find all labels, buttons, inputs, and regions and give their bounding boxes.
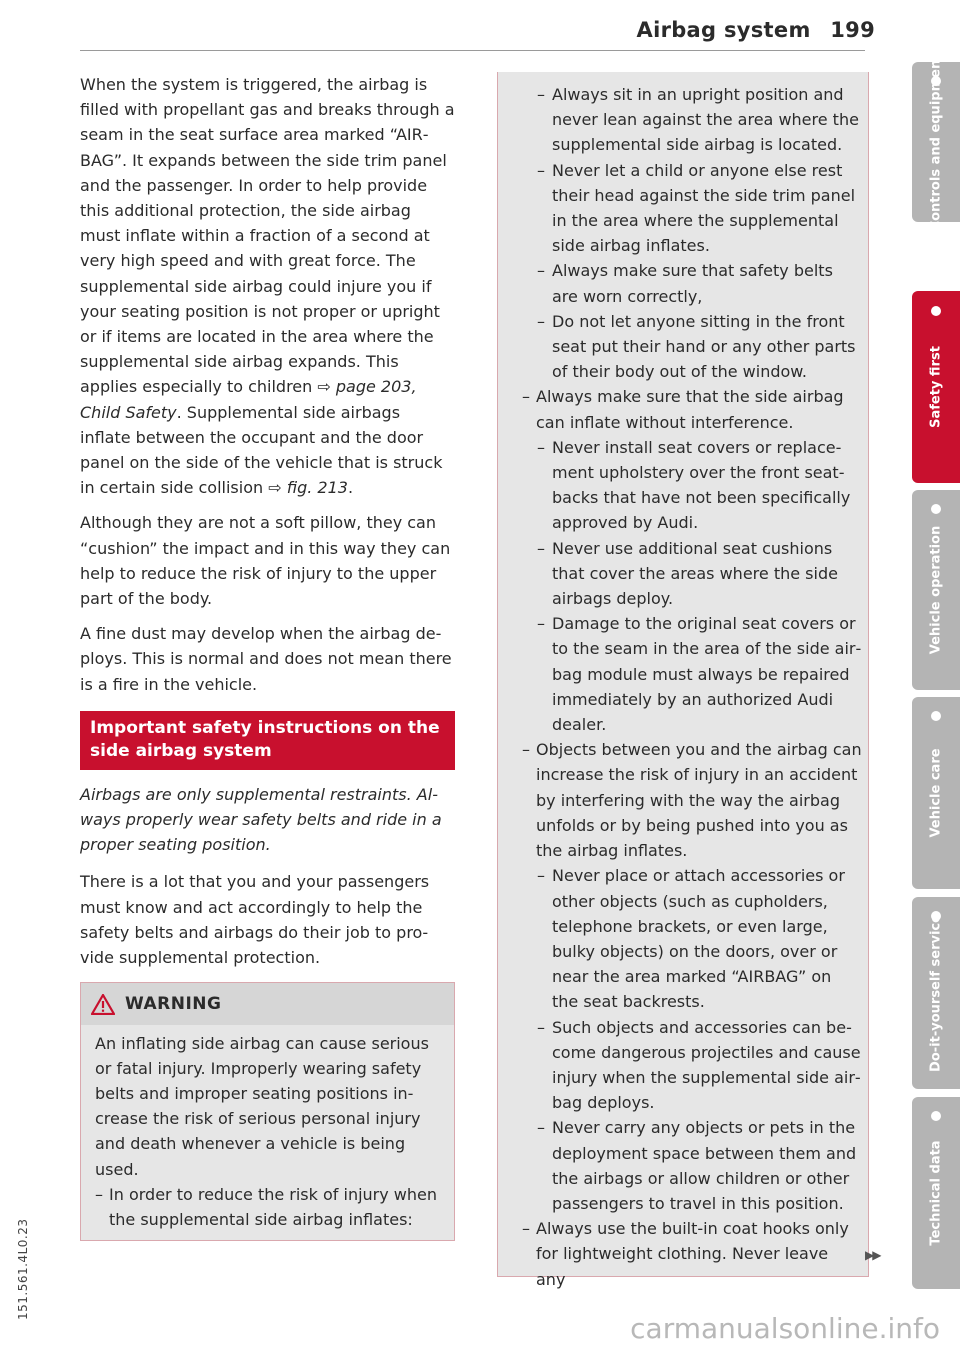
- list-item: – Always sit in an upright position and never lean against the area where the supplemental side airbag is located.: [537, 85, 859, 155]
- list-item: – Do not let anyone sitting in the front seat put their hand or any other parts of their body out of the window.: [537, 311, 856, 382]
- right-column: [522, 82, 862, 1292]
- list-item: – Always make sure that the side airbag can inflate without interference.: [522, 387, 844, 432]
- list-item: – Never place or attach accessories or other objects (such as cupholders, telephone brackets, or even large, bulky objects) on the doors, over or near the area marked “AIRBAG” on the seat backrests.: [537, 866, 845, 1012]
- warning-header: [81, 983, 454, 1024]
- warning-box: [80, 982, 455, 1241]
- watermark: carmanualsonline.info: [630, 1312, 940, 1345]
- tab-vehicle-operation[interactable]: [912, 490, 960, 690]
- tab-label: Vehicle operation: [928, 525, 944, 655]
- warning-title: WARNING: [125, 994, 222, 1015]
- header-divider: [80, 50, 865, 51]
- paragraph-airbag-trigger: When the system is triggered, the airbag is filled with propellant gas and breaks through a seam in the seat surface area marked “AIRBAG”. It expands between the side trim panel and the passenger. In order to help provide this additional protection, the side airbag must inflate within a fraction of a second at very high speed and with great force. The supplemental side airbag could injure you if your seating position is not proper or upright or if items are located in the area where the supplemental side airbag expands. This applies especially to children ⇨ page 203, Child Safety. Supplemental side airbags inflate between the occupant and the door panel on the side of the vehicle that is struck in certain side collision ⇨ fig. 213.: [80, 75, 455, 498]
- tab-dot-icon: [931, 306, 941, 316]
- paragraph-cushion: Although they are not a soft pillow, they can “cushion” the impact and in this way they can help to reduce the risk of injury to the upper part of the body.: [80, 513, 451, 609]
- list-item: – Never use additional seat cushions that cover the areas where the side airbags deploy.: [537, 538, 838, 609]
- tab-controls-and-equipment[interactable]: [912, 53, 960, 231]
- document-code: 151.561.4L0.23: [16, 1218, 30, 1320]
- section-heading: Important safety instructions on the side airbag system: [80, 711, 455, 770]
- cross-reference-child-safety[interactable]: ⇨ page 203, Child Safety: [80, 377, 417, 422]
- warning-text: An inflating side airbag can cause serious or fatal injury. Improperly wearing safety belts and improper seating positions increase the risk of serious personal injury and death whenever a vehicle is being used.: [95, 1033, 429, 1179]
- tab-safety-first[interactable]: [912, 291, 960, 483]
- header-section-title: Airbag system: [636, 18, 811, 42]
- left-column: [80, 72, 455, 1241]
- cross-reference-figure[interactable]: ⇨ fig. 213: [268, 478, 348, 498]
- tab-dot-icon: [931, 1111, 941, 1121]
- next-page-arrow-icon[interactable]: ▶▶: [865, 1248, 880, 1262]
- list-item: – Never install seat covers or replacement upholstery over the front seatbacks that have not been specifically approved by Audi.: [537, 437, 851, 533]
- list-item: – Such objects and accessories can become dangerous projectiles and cause injury when the supplemental side airbag deploys.: [537, 1017, 861, 1113]
- warning-body: [81, 1025, 454, 1241]
- section-body: There is a lot that you and your passengers must know and act accordingly to help the safety belts and airbags do their job to provide supplemental protection.: [80, 872, 430, 968]
- tab-label: Controls and equipment: [928, 53, 944, 231]
- list-item: – Always make sure that safety belts are worn correctly,: [537, 261, 833, 306]
- list-item: – Objects between you and the airbag can increase the risk of injury in an accident by interfering with the way the airbag unfolds or by being pushed into you as the airbag inflates.: [522, 740, 862, 861]
- tab-dot-icon: [931, 504, 941, 514]
- list-item: – Never let a child or anyone else rest their head against the side trim panel in the area where the supplemental side airbag inflates.: [537, 160, 856, 256]
- list-item: – Never carry any objects or pets in the deployment space between them and the airbags or allow children or other passengers to travel in this position.: [537, 1118, 857, 1213]
- page-header: [637, 18, 875, 42]
- tab-label: Technical data: [928, 1140, 944, 1246]
- warning-triangle-icon: [91, 994, 115, 1015]
- tab-do-it-yourself-service[interactable]: [912, 897, 960, 1089]
- tab-technical-data[interactable]: [912, 1097, 960, 1289]
- list-item: – Always use the built-in coat hooks only for lightweight clothing. Never leave any: [522, 1219, 849, 1289]
- tab-label: Safety first: [928, 346, 944, 428]
- page-number: 199: [830, 18, 875, 42]
- tab-vehicle-care[interactable]: [912, 697, 960, 889]
- section-intro: Airbags are only supplemental restraints. Always properly wear safety belts and ride in a proper seating position.: [80, 784, 442, 855]
- paragraph-fine-dust: A fine dust may develop when the airbag deploys. This is normal and does not mean there is a fire in the vehicle.: [80, 624, 452, 694]
- tab-dot-icon: [931, 711, 941, 721]
- tab-label: Vehicle care: [928, 748, 944, 838]
- tab-label: Do-it-yourself service: [928, 914, 944, 1072]
- list-item: – Damage to the original seat covers or to the seam in the area of the side airbag module must always be repaired immediately by an authorized Audi dealer.: [537, 614, 862, 735]
- warning-bullet: – In order to reduce the risk of injury when the supplemental side airbag inflates:: [95, 1184, 438, 1229]
